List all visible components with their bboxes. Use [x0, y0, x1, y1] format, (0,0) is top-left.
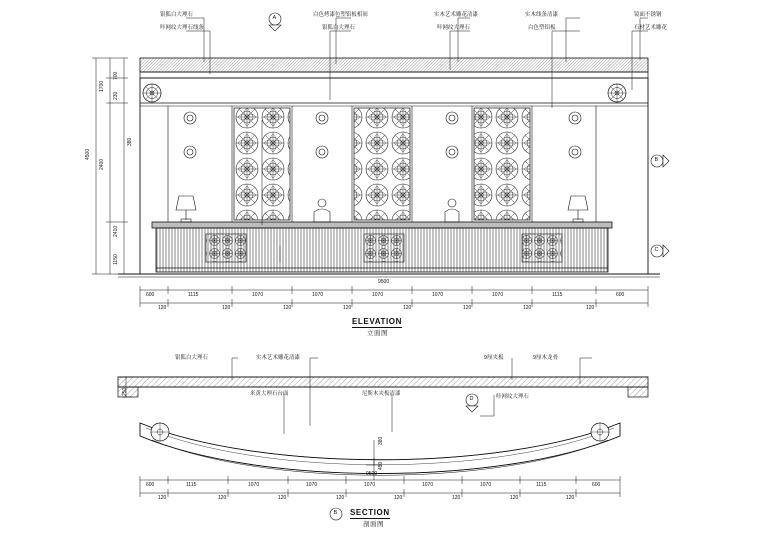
sdim-250: 250 — [122, 387, 128, 396]
hdim-s-5: 1070 — [364, 482, 376, 488]
view-mark-a: A — [272, 15, 277, 21]
hdim-s-9: 600 — [592, 482, 601, 488]
section-title-cn: 剖面图 — [363, 521, 384, 528]
hdim-e-5: 1070 — [372, 292, 384, 298]
section-total-width: 9500 — [366, 471, 378, 477]
section-mark-b: B — [333, 510, 338, 516]
hdim-s-3: 1070 — [248, 482, 260, 488]
hdim-e-7: 1070 — [492, 292, 504, 298]
sdim-380: 380 — [378, 436, 384, 445]
view-mark-b: B — [654, 157, 659, 163]
hdim-s2-1: 120 — [158, 495, 167, 501]
hdim-e-2: 1115 — [188, 292, 199, 298]
sdim-450: 450 — [378, 461, 384, 470]
hdim-e2-3: 120 — [343, 305, 352, 311]
vdim-1150: 1150 — [113, 254, 119, 265]
annotation-a5-line2: 石材艺术雕花 — [634, 25, 667, 31]
hdim-s2-3: 120 — [278, 495, 287, 501]
vdim-230: 230 — [113, 91, 119, 100]
hdim-s-4: 1070 — [306, 482, 318, 488]
hdim-e2-4: 120 — [403, 305, 412, 311]
view-mark-c: C — [654, 247, 659, 253]
annotation-a1-line1: 银狐白大理石 — [160, 12, 193, 18]
annotation-a3-line2: 咔网纹大理石 — [437, 25, 470, 31]
hdim-s-1: 600 — [146, 482, 155, 488]
hdim-s-8: 1115 — [536, 482, 547, 488]
annotation-a2-line1: 白色烤漆色塑铝板相间 — [313, 12, 368, 18]
hdim-s2-2: 120 — [218, 495, 227, 501]
hdim-e-4: 1070 — [312, 292, 324, 298]
hdim-e-3: 1070 — [252, 292, 264, 298]
annotation-a5-line1: 镜面不锈钢 — [634, 12, 662, 18]
hdim-e2-5: 120 — [463, 305, 472, 311]
section-annotation-s7: 咔网纹大理石 — [496, 394, 529, 400]
vdim-2400: 2400 — [99, 158, 105, 170]
hdim-s2-4: 120 — [336, 495, 345, 501]
hdim-e-1: 600 — [146, 292, 155, 298]
annotation-a3-line1: 实木艺术雕花清漆 — [434, 12, 478, 18]
section-annotation-s1: 银狐白大理石 — [175, 355, 208, 361]
hdim-s2-5: 120 — [394, 495, 403, 501]
hdim-e2-2: 120 — [283, 305, 292, 311]
detail-mark-d: D — [469, 396, 474, 402]
hdim-s2-7: 120 — [510, 495, 519, 501]
hdim-e2-8: 120 — [158, 305, 167, 311]
annotation-a1-line2: 咔网纹大理石线条 — [160, 25, 204, 31]
vdim-380: 380 — [127, 137, 133, 146]
hdim-e-8: 1115 — [552, 292, 563, 298]
section-annotation-s4: 9厘木龙骨 — [533, 355, 559, 361]
hdim-e-9: 600 — [616, 292, 625, 298]
hdim-s2-6: 120 — [452, 495, 461, 501]
vdim-1700: 1700 — [99, 80, 105, 92]
section-annotation-s3: 9厘夹板 — [484, 355, 504, 361]
elevation-total-width: 9500 — [378, 279, 390, 285]
hdim-e2-7: 120 — [586, 305, 595, 311]
hdim-e2-1: 120 — [222, 305, 231, 311]
section-annotation-s6: 尼斯木夹板清漆 — [362, 391, 401, 397]
hdim-s-7: 1070 — [480, 482, 492, 488]
annotation-a2-line2: 银狐白大理石 — [322, 25, 355, 31]
vdim-4500: 4500 — [85, 148, 91, 160]
annotation-a4-line1: 实木线条清漆 — [525, 12, 558, 18]
hdim-s-2: 1115 — [186, 482, 197, 488]
section-annotation-s2: 实木艺术雕花清漆 — [256, 355, 300, 361]
section-annotation-s5: 米黄大理石台面 — [250, 391, 289, 397]
annotation-a4-line2: 白色塑铝板 — [528, 25, 556, 31]
elevation-title-cn: 立面图 — [367, 330, 388, 337]
hdim-e2-6: 120 — [523, 305, 532, 311]
vdim-700: 700 — [113, 71, 119, 80]
elevation-title: ELEVATION — [352, 317, 402, 326]
section-title: SECTION — [350, 508, 390, 517]
hdim-s2-8: 120 — [566, 495, 575, 501]
vdim-2410: 2410 — [113, 225, 119, 237]
hdim-s-6: 1070 — [422, 482, 434, 488]
hdim-e-6: 1070 — [432, 292, 444, 298]
